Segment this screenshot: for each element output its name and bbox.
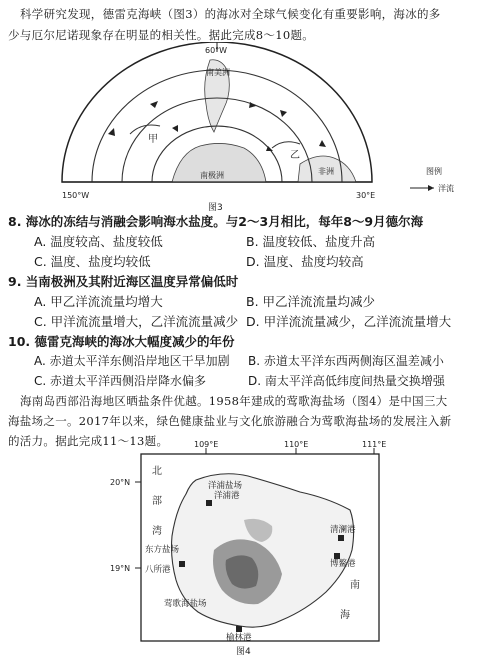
- fig4-sea-beibu-3: 湾: [152, 526, 162, 537]
- question-8-option-b[interactable]: B. 温度较低、盐度升高: [246, 234, 376, 249]
- fig4-yangpu-salt: 洋浦盐场: [208, 481, 243, 491]
- question-10-option-b[interactable]: B. 赤道太平洋东西两侧海区温差减小: [248, 354, 444, 368]
- question-9-option-d[interactable]: D. 甲洋流流量减少，乙洋流流量增大: [246, 314, 452, 329]
- question-8-option-c[interactable]: C. 温度、盐度均较低: [34, 254, 151, 269]
- fig3-lon-left: 150°W: [62, 191, 90, 200]
- intro-paragraph-2-line-2: 海盐场之一。2017年以来，绿色健康盐业与文化旅游融合为莺歌海盐场的发展注入新: [8, 414, 452, 428]
- fig3-label-africa: 非洲: [318, 167, 334, 176]
- question-10-option-a[interactable]: A. 赤道太平洋东侧沿岸地区干旱加剧: [34, 354, 230, 368]
- fig4-basuo-port: 八所港: [145, 565, 171, 575]
- intro-paragraph-2-line-3: 的活力。据此完成11～13题。: [8, 434, 169, 448]
- fig4-sea-beibu-2: 部: [152, 496, 162, 507]
- question-9-option-c[interactable]: C. 甲洋流流量增大，乙洋流流量减少: [34, 314, 239, 329]
- question-8-stem: 8. 海冰的冻结与消融会影响海水盐度。与2～3月相比，每年8～9月德尔海: [8, 214, 424, 229]
- intro-paragraph-1-line-2: 少与厄尔尼诺现象存在明显的相关性。据此完成8～10题。: [8, 28, 315, 42]
- fig3-label-jia: 甲: [148, 134, 158, 145]
- question-10-option-c[interactable]: C. 赤道太平洋西侧沿岸降水偏多: [34, 374, 207, 388]
- fig3-legend-title: 图例: [426, 167, 442, 176]
- fig4-caption: 图4: [236, 647, 251, 657]
- fig3-label-antarctica: 南极洲: [200, 171, 224, 180]
- fig3-label-south-america: 南美洲: [206, 68, 230, 77]
- figure-3-map: [0, 42, 495, 230]
- fig4-yulin-port: 榆林港: [226, 633, 252, 643]
- fig3-caption: 图3: [208, 203, 223, 213]
- fig3-legend-item: 洋流: [438, 184, 454, 193]
- question-8-option-d[interactable]: D. 温度、盐度均较高: [246, 254, 364, 269]
- fig4-yingge-salt: 莺歌海盐场: [164, 599, 207, 609]
- fig4-qinglan-port: 清澜港: [330, 525, 356, 535]
- fig4-sea-nan: 南: [350, 580, 360, 591]
- question-9-option-b[interactable]: B. 甲乙洋流流量均减少: [246, 294, 376, 309]
- fig4-lon-111: 111°E: [362, 440, 387, 449]
- fig3-lon-right: 30°E: [356, 191, 376, 200]
- question-10-stem: 10. 德雷克海峡的海冰大幅度减少的年份: [8, 334, 235, 349]
- fig4-sea-beibu-1: 北: [152, 466, 162, 477]
- fig3-label-yi: 乙: [290, 150, 300, 161]
- fig4-dongfang-salt: 东方盐场: [145, 545, 180, 555]
- question-9-stem: 9. 当南极洲及其附近海区温度异常偏低时: [8, 274, 239, 289]
- fig4-lat-19: 19°N: [110, 564, 131, 573]
- fig4-yangpu-port: 洋浦港: [214, 491, 240, 501]
- fig4-sea-hai: 海: [340, 610, 350, 621]
- fig3-lon-top: 60°W: [205, 46, 228, 55]
- fig4-lat-20: 20°N: [110, 478, 131, 487]
- question-8-option-a[interactable]: A. 温度较高、盐度较低: [34, 234, 163, 249]
- fig4-lon-110: 110°E: [284, 440, 309, 449]
- figure-4-map: [0, 440, 495, 659]
- question-9-option-a[interactable]: A. 甲乙洋流流量均增大: [34, 294, 163, 309]
- intro-paragraph-2-line-1: 海南岛西部沿海地区晒盐条件优越。1958年建成的莺歌海盐场（图4）是中国三大: [20, 394, 448, 408]
- intro-paragraph-1-line-1: 科学研究发现，德雷克海峡（图3）的海冰对全球气候变化有重要影响，海冰的多: [20, 7, 441, 21]
- question-10-option-d[interactable]: D. 南太平洋高低纬度间热量交换增强: [248, 374, 445, 388]
- fig4-bo-ao-port: 博鳌港: [330, 559, 356, 569]
- fig4-lon-109: 109°E: [194, 440, 219, 449]
